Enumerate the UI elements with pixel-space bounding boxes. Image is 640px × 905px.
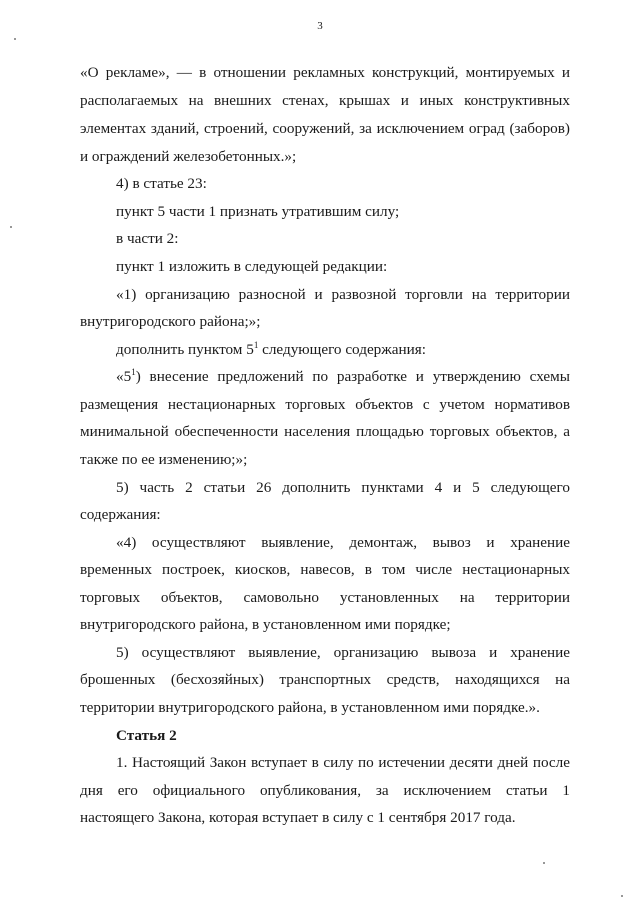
text-fragment: ) внесение предложений по разработке и утверждению схемы	[135, 368, 570, 385]
text-line: пункт 1 изложить в следующей редакции:	[116, 258, 388, 275]
text-line: 5) часть 2 статьи 26 дополнить пунктами 4 и 5 следующего	[116, 479, 570, 496]
text-line: торговых объектов, самовольно установленных на территории	[80, 589, 570, 606]
scan-speck	[14, 38, 16, 40]
text-line	[116, 367, 570, 387]
text-line: размещения нестационарных торговых объектов с учетом нормативов	[80, 396, 570, 413]
text-line: элементах зданий, строений, сооружений, за исключением оград (заборов)	[80, 120, 570, 137]
scan-speck	[621, 895, 623, 897]
text-line: дня его официального опубликования, за исключением статьи 1	[80, 782, 570, 799]
text-line: территории внутригородского района, в установленном ими порядке.».	[80, 699, 540, 716]
text-line: минимальной обеспеченности населения площадью торговых объектов, а	[80, 423, 570, 440]
text-line: временных построек, киосков, навесов, в том числе нестационарных	[80, 561, 570, 578]
scan-speck	[543, 862, 545, 864]
text-fragment: следующего содержания:	[258, 341, 426, 358]
text-line: настоящего Закона, которая вступает в силу с 1 сентября 2017 года.	[80, 809, 516, 826]
text-line: «О рекламе», — в отношении рекламных конструкций, монтируемых и	[80, 64, 570, 81]
text-line: внутригородского района, в установленном ими порядке;	[80, 616, 451, 633]
text-line: 4) в статье 23:	[116, 175, 207, 192]
text-line: брошенных (бесхозяйных) транспортных средств, находящихся на	[80, 671, 570, 688]
superscript: 1	[131, 367, 136, 377]
text-line: «1) организацию разносной и развозной торговли на территории	[116, 286, 570, 303]
text-line: также по ее изменению;»;	[80, 451, 248, 468]
text-line: 1. Настоящий Закон вступает в силу по истечении десяти дней после	[116, 754, 570, 771]
superscript: 1	[253, 340, 259, 350]
text-line: в части 2:	[116, 230, 179, 247]
text-line: пункт 5 части 1 признать утратившим силу;	[116, 203, 400, 220]
text-line: «4) осуществляют выявление, демонтаж, вывоз и хранение	[116, 534, 570, 551]
article-heading: Статья 2	[116, 727, 177, 744]
text-fragment: «5	[116, 368, 132, 385]
text-fragment	[116, 367, 136, 387]
scan-speck	[10, 226, 12, 228]
text-line: и ограждений железобетонных.»;	[80, 148, 297, 165]
text-line	[116, 340, 570, 360]
text-line: располагаемых на внешних стенах, крышах и иных конструктивных	[80, 92, 570, 109]
text-line: внутригородского района;»;	[80, 313, 261, 330]
text-line: 5) осуществляют выявление, организацию вывоза и хранение	[116, 644, 570, 661]
text-line: содержания:	[80, 506, 161, 523]
page-number: 3	[317, 20, 323, 32]
text-fragment: дополнить пунктом 5	[116, 341, 254, 358]
